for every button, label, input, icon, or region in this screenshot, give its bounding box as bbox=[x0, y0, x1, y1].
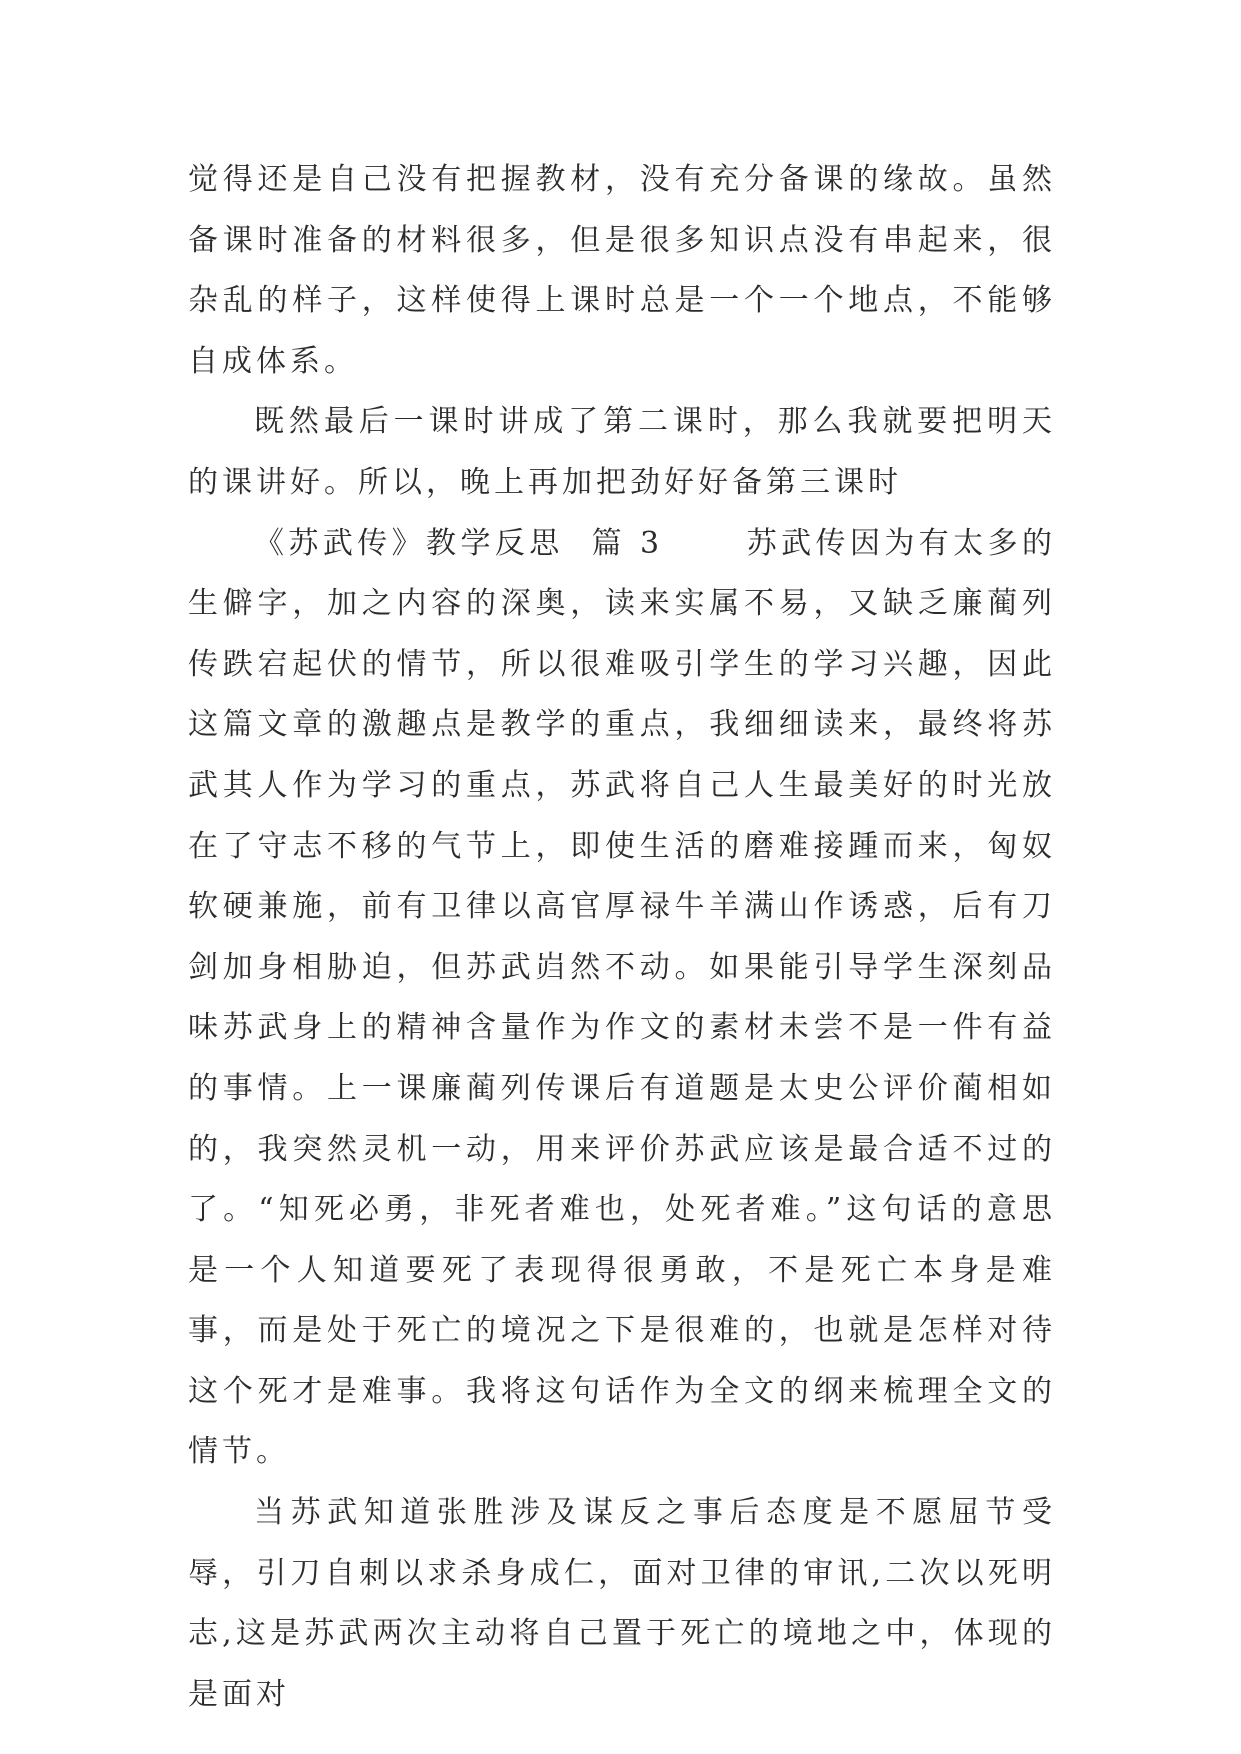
paragraph: 当苏武知道张胜涉及谋反之事后态度是不愿屈节受辱，引刀自刺以求杀身成仁，面对卫律的审讯,二次以死明志,这是苏武两次主动将自己置于死亡的境地之中，体现的是面对 bbox=[188, 1495, 1056, 1712]
paragraph: 既然最后一课时讲成了第二课时，那么我就要把明天的课讲好。所以，晚上再加把劲好好备第三课时 bbox=[188, 404, 1056, 500]
document-page bbox=[188, 150, 1056, 1725]
paragraph: 《苏武传》教学反思 篇 3 苏武传因为有太多的生僻字，加之内容的深奥，读来实属不易，又缺乏廉蔺列传跌宕起伏的情节，所以很难吸引学生的学习兴趣，因此这篇文章的激趣点是教学的重点，我细细读来，最终将苏武其人作为学习的重点，苏武将自己人生最美好的时光放在了守志不移的气节上，即使生活的磨难接踵而来，匈奴软硬兼施，前有卫律以高官厚禄牛羊满山作诱惑，后有刀剑加身相胁迫，但苏武岿然不动。如果能引导学生深刻品味苏武身上的精神含量作为作文的素材未尝不是一件有益的事情。上一课廉蔺列传课后有道题是太史公评价蔺相如的，我突然灵机一动，用来评价苏武应该是最合适不过的了。“知死必勇，非死者难也，处死者难。”这句话的意思是一个人知道要死了表现得很勇敢，不是死亡本身是难事，而是处于死亡的境况之下是很难的，也就是怎样对待这个死才是难事。我将这句话作为全文的纲来梳理全文的情节。 bbox=[188, 525, 1056, 1470]
paragraph: 觉得还是自己没有把握教材，没有充分备课的缘故。虽然备课时准备的材料很多，但是很多知识点没有串起来，很杂乱的样子，这样使得上课时总是一个一个地点，不能够自成体系。 bbox=[188, 162, 1056, 379]
